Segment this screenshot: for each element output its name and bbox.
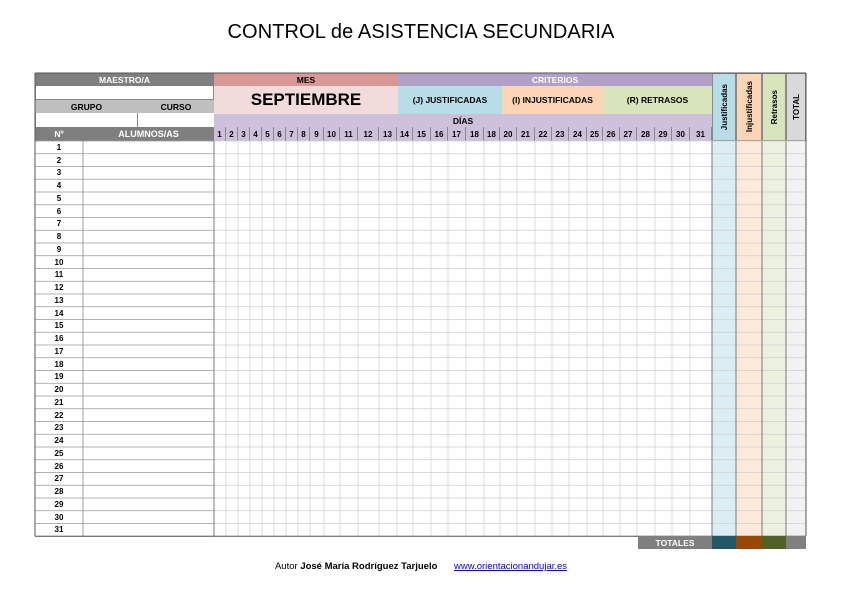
day-header: 26 xyxy=(603,127,620,141)
injustificadas-column xyxy=(736,141,762,536)
row-number: 2 xyxy=(56,155,62,165)
total-justificadas xyxy=(712,536,736,549)
grupo-label: GRUPO xyxy=(35,100,138,113)
row-number: 4 xyxy=(56,181,62,191)
row-number: 22 xyxy=(54,410,64,420)
row-number: 10 xyxy=(54,257,64,267)
row-number: 12 xyxy=(54,283,64,293)
alumnos-header: ALUMNOS/AS xyxy=(83,127,214,141)
maestro-label: MAESTRO/A xyxy=(35,73,214,86)
row-number: 15 xyxy=(54,321,64,331)
day-header: 22 xyxy=(535,127,552,141)
day-header: 17 xyxy=(448,127,466,141)
day-header: 2 xyxy=(226,127,238,141)
criterio-justificadas: (J) JUSTIFICADAS xyxy=(398,86,502,114)
row-number: 13 xyxy=(54,295,64,305)
num-header: Nº xyxy=(35,127,83,141)
row-number: 21 xyxy=(54,397,64,407)
row-number: 20 xyxy=(54,385,64,395)
summary-label: Retrasos xyxy=(769,89,779,125)
row-number: 26 xyxy=(54,461,64,471)
total-injustificadas xyxy=(736,536,762,549)
day-header: 13 xyxy=(379,127,397,141)
day-header: 15 xyxy=(413,127,431,141)
footer xyxy=(0,561,842,572)
day-header: 10 xyxy=(324,127,340,141)
day-header: 30 xyxy=(672,127,690,141)
day-header: 8 xyxy=(298,127,310,141)
row-number: 23 xyxy=(54,423,64,433)
justificadas-column xyxy=(712,141,736,536)
row-number: 5 xyxy=(56,193,62,203)
mes-label: MES xyxy=(214,73,398,86)
day-header: 18 xyxy=(466,127,484,141)
row-number: 31 xyxy=(54,525,64,535)
criterio-retrasos: (R) RETRASOS xyxy=(603,86,712,114)
row-number: 9 xyxy=(56,244,62,254)
day-header: 28 xyxy=(637,127,655,141)
criterio-injustificadas: (I) INJUSTIFICADAS xyxy=(502,86,603,114)
row-number: 27 xyxy=(54,474,64,484)
dias-label: DÍAS xyxy=(214,114,712,127)
retrasos-column xyxy=(762,141,786,536)
day-header: 27 xyxy=(620,127,637,141)
row-number: 7 xyxy=(56,219,62,229)
day-header: 3 xyxy=(238,127,250,141)
day-header: 4 xyxy=(250,127,262,141)
day-header: 5 xyxy=(262,127,274,141)
day-header: 6 xyxy=(274,127,286,141)
row-number: 11 xyxy=(54,270,64,280)
row-number: 24 xyxy=(54,436,64,446)
day-header: 16 xyxy=(431,127,448,141)
day-header: 9 xyxy=(310,127,324,141)
month-name: SEPTIEMBRE xyxy=(214,86,398,114)
day-header: 24 xyxy=(569,127,587,141)
day-header: 12 xyxy=(358,127,379,141)
row-number: 1 xyxy=(56,142,62,152)
author-name: José María Rodríguez Tarjuelo xyxy=(300,561,438,572)
curso-label: CURSO xyxy=(138,100,214,113)
day-header: 1 xyxy=(214,127,226,141)
row-number: 17 xyxy=(54,346,64,356)
row-number: 3 xyxy=(56,168,62,178)
row-number: 14 xyxy=(54,308,64,318)
total-retrasos xyxy=(762,536,786,549)
total-column xyxy=(786,141,806,536)
summary-label: Justificadas xyxy=(719,83,729,131)
page-title: CONTROL de ASISTENCIA SECUNDARIA xyxy=(227,21,615,43)
total-total xyxy=(786,536,806,549)
summary-label: TOTAL xyxy=(791,94,801,120)
day-header: 18 xyxy=(484,127,500,141)
row-number: 16 xyxy=(54,334,64,344)
day-header: 31 xyxy=(690,127,712,141)
row-number: 29 xyxy=(54,499,64,509)
author-prefix: Autor xyxy=(274,561,298,572)
criterios-label: CRITERIOS xyxy=(398,73,712,86)
row-number: 8 xyxy=(56,232,62,242)
day-header: 23 xyxy=(552,127,569,141)
day-header: 21 xyxy=(517,127,535,141)
row-number: 6 xyxy=(56,206,62,216)
summary-label: Injustificadas xyxy=(744,81,754,133)
day-header: 11 xyxy=(340,127,358,141)
day-header: 20 xyxy=(500,127,517,141)
day-header: 25 xyxy=(587,127,603,141)
row-number: 25 xyxy=(54,448,64,458)
totales-label: TOTALES xyxy=(638,536,712,549)
row-number: 18 xyxy=(54,359,64,369)
row-number: 28 xyxy=(54,487,64,497)
row-number: 30 xyxy=(54,512,64,522)
row-number: 19 xyxy=(54,372,64,382)
day-header: 14 xyxy=(397,127,413,141)
day-header: 7 xyxy=(286,127,298,141)
day-header: 29 xyxy=(655,127,672,141)
website-link[interactable]: www.orientacionandujar.es xyxy=(454,561,568,572)
